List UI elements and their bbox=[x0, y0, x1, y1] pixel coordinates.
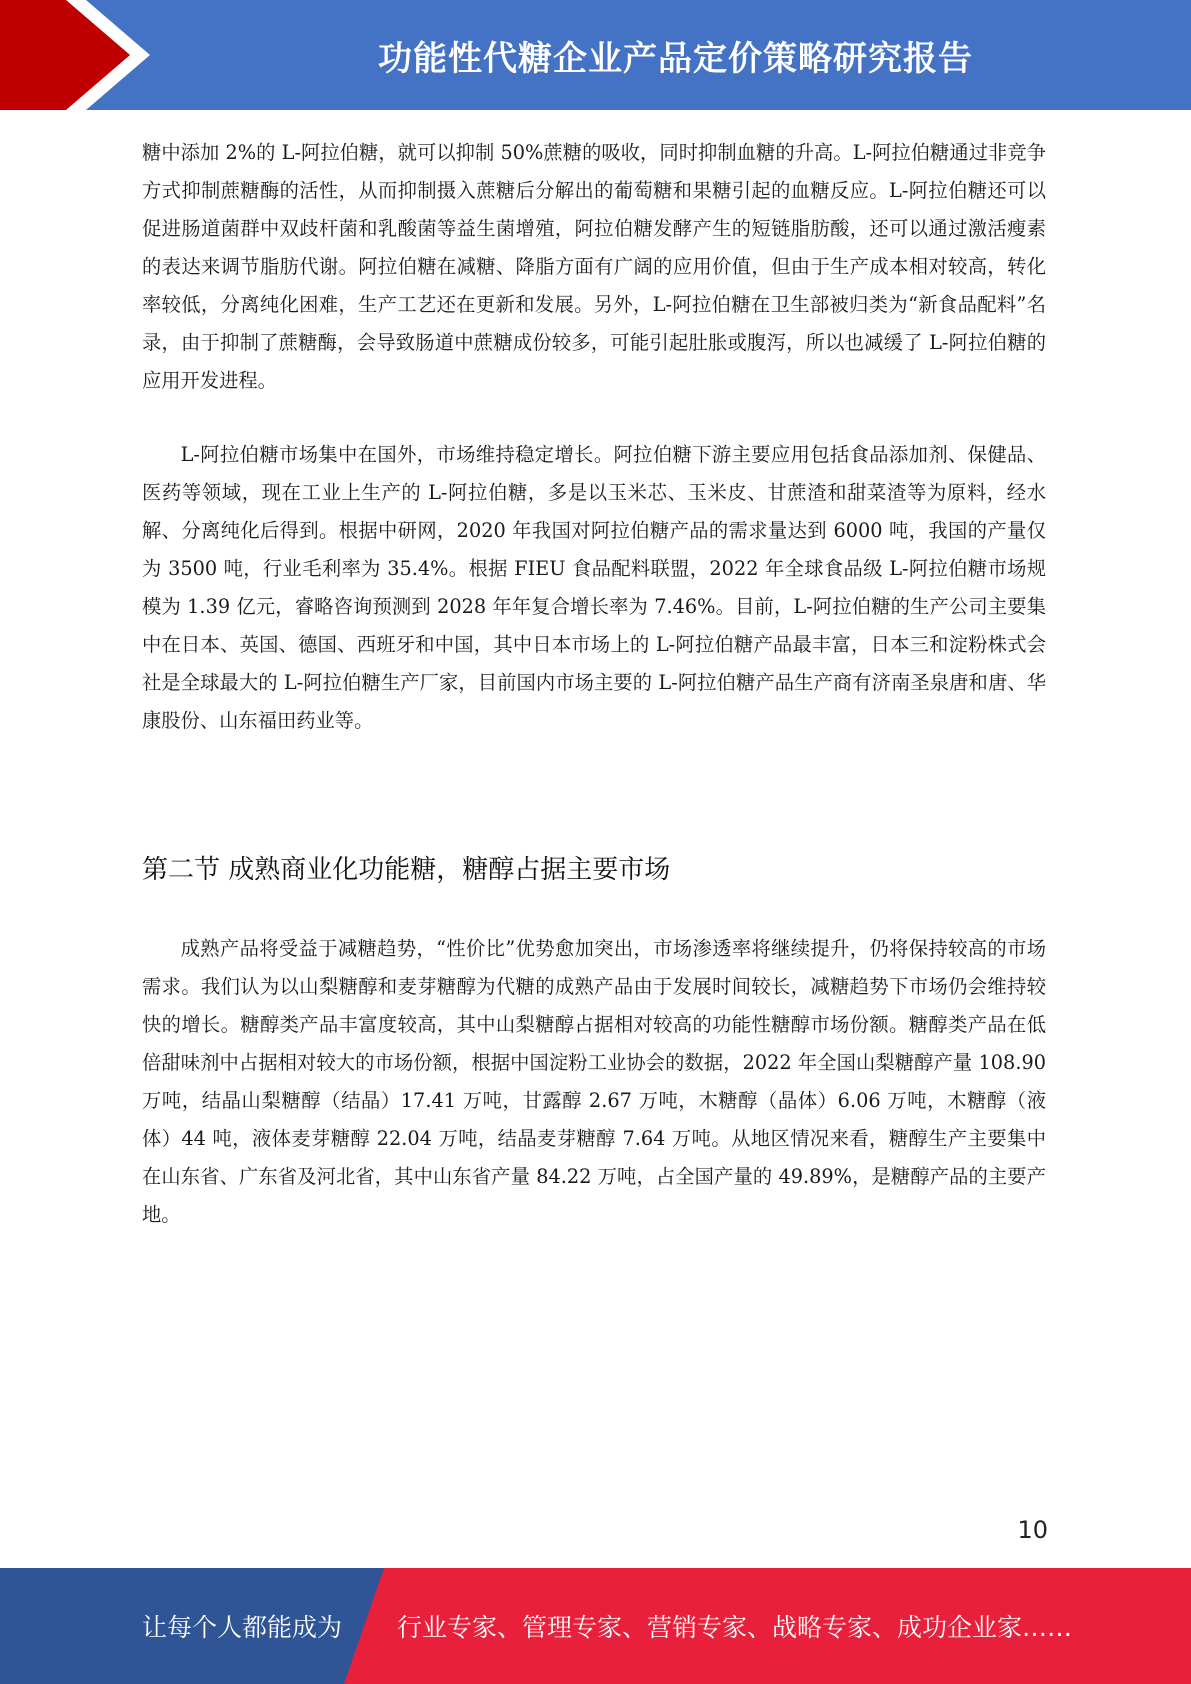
page-header bbox=[0, 0, 1191, 110]
footer-slogan-right: 行业专家、管理专家、营销专家、战略专家、成功企业家…… bbox=[397, 1613, 1073, 1642]
page-footer bbox=[0, 1568, 1191, 1684]
body-paragraph-2: L-阿拉伯糖市场集中在国外，市场维持稳定增长。阿拉伯糖下游主要应用包括食品添加剂、保健品、医药等领域，现在工业上生产的 L-阿拉伯糖，多是以玉米芯、玉米皮、甘蔗渣和甜菜渣等为原料，经水解、分离纯化后得到。根据中研网，2020 年我国对阿拉伯糖产品的需求量达到 6000 吨，我国的产量仅为 3500 吨，行业毛利率为 35.4%。根据 FIEU 食品配料联盟，2022 年全球食品级 L-阿拉伯糖市场规模为 1.39 亿元，睿略咨询预测到 2028 年年复合增长率为 7.46%。目前，L-阿拉伯糖的生产公司主要集中在日本、英国、德国、西班牙和中国，其中日本市场上的 L-阿拉伯糖产品最丰富，日本三和淀粉株式会社是全球最大的 L-阿拉伯糖生产厂家，目前国内市场主要的 L-阿拉伯糖产品生产商有济南圣泉唐和唐、华康股份、山东福田药业等。 bbox=[142, 443, 1046, 732]
body-paragraph-3: 成熟产品将受益于减糖趋势，“性价比”优势愈加突出，市场渗透率将继续提升，仍将保持较高的市场需求。我们认为以山梨糖醇和麦芽糖醇为代糖的成熟产品由于发展时间较长，减糖趋势下市场仍会维持较快的增长。糖醇类产品丰富度较高，其中山梨糖醇占据相对较高的功能性糖醇市场份额。糖醇类产品在低倍甜味剂中占据相对较大的市场份额，根据中国淀粉工业协会的数据，2022 年全国山梨糖醇产量 108.90 万吨，结晶山梨糖醇（结晶）17.41 万吨，甘露醇 2.67 万吨，木糖醇（晶体）6.06 万吨，木糖醇（液体）44 吨，液体麦芽糖醇 22.04 万吨，结晶麦芽糖醇 7.64 万吨。从地区情况来看，糖醇生产主要集中在山东省、广东省及河北省，其中山东省产量 84.22 万吨，占全国产量的 49.89%，是糖醇产品的主要产地。 bbox=[142, 937, 1046, 1226]
section-heading: 第二节 成熟商业化功能糖，糖醇占据主要市场 bbox=[142, 855, 671, 885]
footer-slogan-left: 让每个人都能成为 bbox=[142, 1613, 343, 1642]
report-title: 功能性代糖企业产品定价策略研究报告 bbox=[378, 38, 973, 79]
page-content bbox=[142, 134, 1046, 1234]
page-number: 10 bbox=[1017, 1516, 1048, 1544]
body-paragraph-1: 糖中添加 2%的 L-阿拉伯糖，就可以抑制 50%蔗糖的吸收，同时抑制血糖的升高。L-阿拉伯糖通过非竞争方式抑制蔗糖酶的活性，从而抑制摄入蔗糖后分解出的葡萄糖和果糖引起的血糖反应。L-阿拉伯糖还可以促进肠道菌群中双歧杆菌和乳酸菌等益生菌增殖，阿拉伯糖发酵产生的短链脂肪酸，还可以通过激活瘦素的表达来调节脂肪代谢。阿拉伯糖在减糖、降脂方面有广阔的应用价值，但由于生产成本相对较高，转化率较低，分离纯化困难，生产工艺还在更新和发展。另外，L-阿拉伯糖在卫生部被归类为“新食品配料”名录，由于抑制了蔗糖酶，会导致肠道中蔗糖成份较多，可能引起肚胀或腹泻，所以也减缓了 L-阿拉伯糖的应用开发进程。 bbox=[142, 141, 1046, 392]
